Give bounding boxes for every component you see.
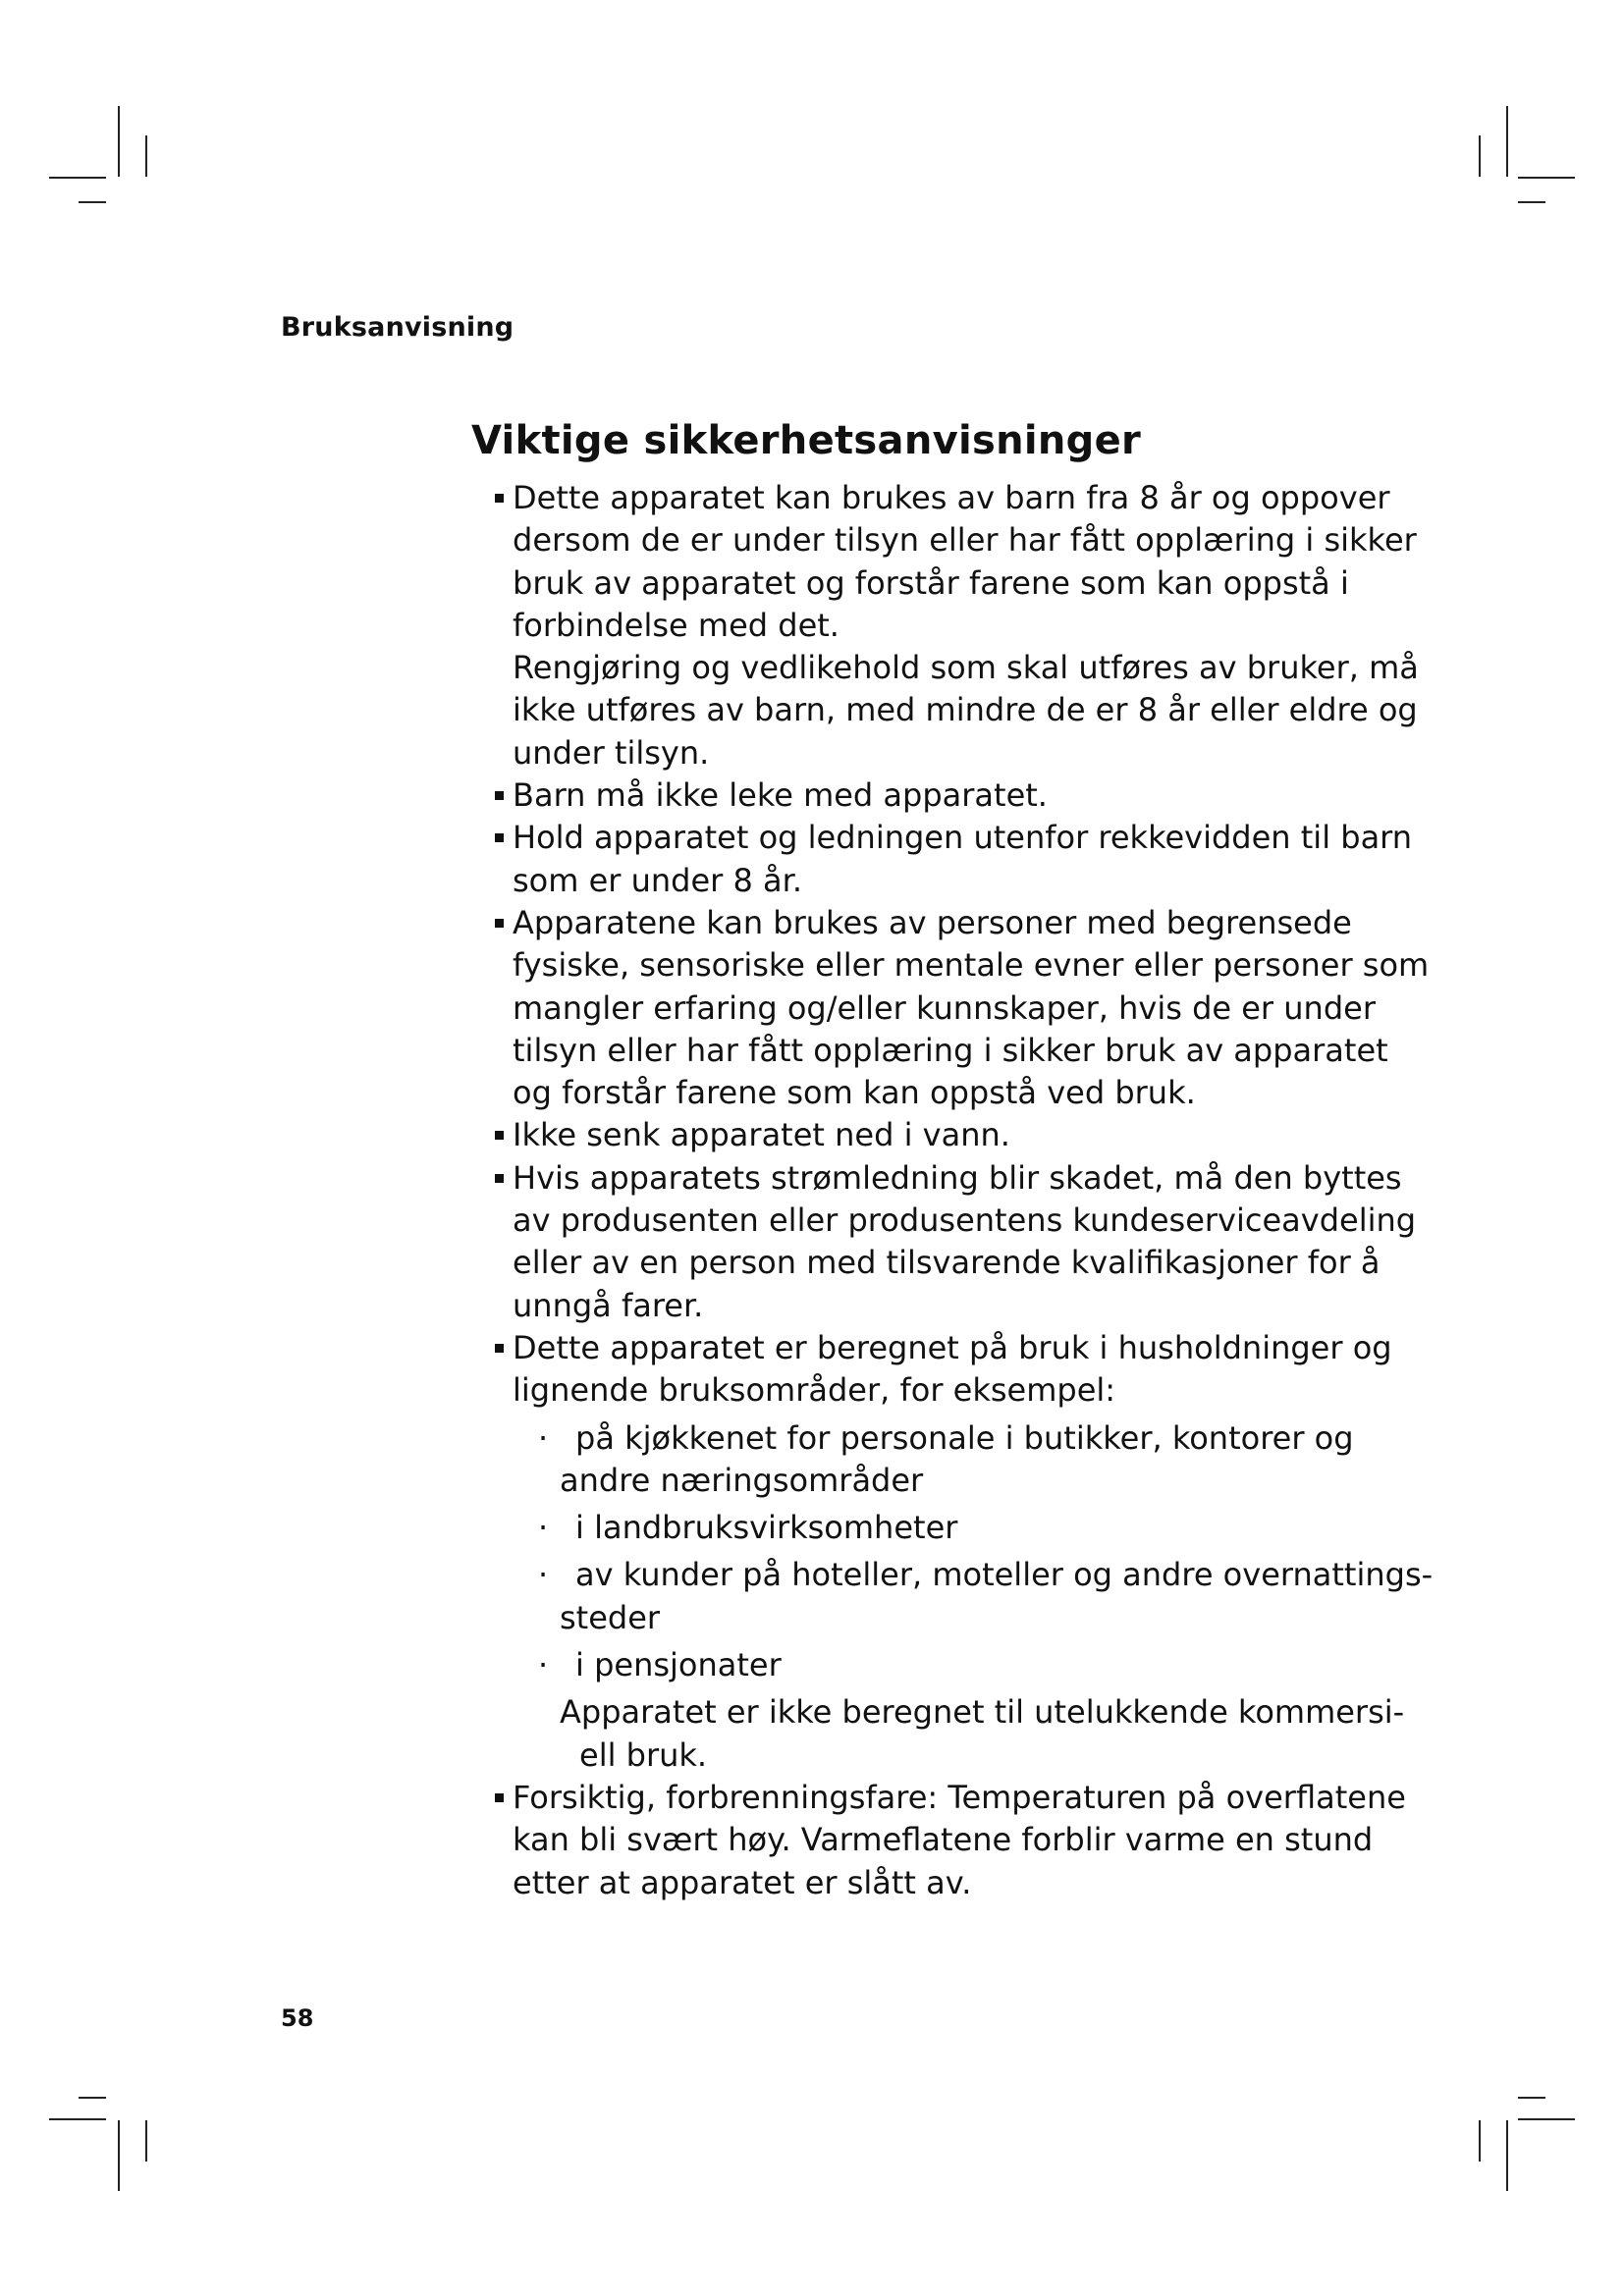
dot-bullet-icon: ·	[538, 1509, 549, 1547]
dot-bullet-icon: ·	[538, 1418, 549, 1457]
safety-instructions-list	[493, 477, 1435, 1904]
crop-mark-top-right-v2	[1479, 135, 1481, 177]
list-item: Apparatene kan brukes av personer med begrensede fysiske, sensoriske eller mentale evner eller personer som mangler erfaring og/eller kunnskaper, hvis de er under tilsyn eller har fått opplæring i sikker bruk av apparatet og forstår farene som kan oppstå ved bruk.	[493, 902, 1435, 1114]
sublist-item: · på kjøkkenet for personale i butikker, kontorer og	[493, 1417, 1435, 1460]
square-bullet-icon	[493, 1174, 509, 1183]
dot-bullet-icon: ·	[538, 1556, 549, 1594]
crop-mark-top-right-h	[1518, 177, 1575, 179]
page-number: 58	[281, 2004, 314, 2032]
crop-mark-top-right-h2	[1518, 201, 1545, 203]
crop-mark-top-right-v	[1506, 106, 1508, 177]
square-bullet-icon	[493, 494, 509, 503]
commercial-use-note: Apparatet er ikke beregnet til utelukkende kommersi- ell bruk.	[560, 1693, 1405, 1774]
crop-mark-bottom-right-v2	[1479, 2120, 1481, 2162]
list-item: Ikke senk apparatet ned i vann.	[493, 1114, 1435, 1156]
list-item: Barn må ikke leke med apparatet.	[493, 774, 1435, 817]
square-bullet-icon	[493, 833, 509, 842]
examples-sublist: · på kjøkkenet for personale i butikker, kontorer og andre næringsområder · i landbruksvirksomheter · av kunder på hoteller, moteller og andre overnattings- steder · i pensjonater Apparatet er ikke beregnet til utelukkende kommersi- ell bruk.	[493, 1417, 1435, 1777]
square-bullet-icon	[493, 919, 509, 928]
list-item: Dette apparatet er beregnet på bruk i husholdninger og lignende bruksområder, for eksempel:	[493, 1327, 1435, 1413]
crop-mark-top-left-h	[49, 177, 106, 179]
square-bullet-icon	[493, 1793, 509, 1802]
crop-mark-top-left-v2	[145, 135, 147, 177]
crop-mark-top-left-v	[118, 106, 120, 177]
crop-mark-bottom-left-v2	[145, 2120, 147, 2162]
list-item: Dette apparatet kan brukes av barn fra 8 år og oppover dersom de er under tilsyn eller har fått opplæring i sikker bruk av apparatet og forstår farene som kan oppstå i forbindelse med det. Rengjøring og vedlikehold som skal utføres av bruker, må ikke utføres av barn, med mindre de er 8 år eller eldre og under tilsyn.	[493, 477, 1435, 774]
crop-mark-bottom-left-h	[49, 2118, 106, 2120]
list-item: Hvis apparatets strømledning blir skadet, må den byttes av produsenten eller produsentens kundeserviceavdeling eller av en person med tilsvarende kvalifikasjoner for å unngå farer.	[493, 1157, 1435, 1327]
list-item: Forsiktig, forbrenningsfare: Temperaturen på overflatene kan bli svært høy. Varmeflatene forblir varme en stund etter at apparatet er slått av.	[493, 1777, 1435, 1904]
sublist-item: · av kunder på hoteller, moteller og andre overnattings-	[493, 1554, 1435, 1596]
page-title: Viktige sikkerhetsanvisninger	[471, 418, 1142, 463]
crop-mark-bottom-right-h	[1518, 2118, 1575, 2120]
square-bullet-icon	[493, 1131, 509, 1140]
sublist-item: · i pensjonater	[493, 1644, 1435, 1686]
sublist-item: · i landbruksvirksomheter	[493, 1507, 1435, 1549]
square-bullet-icon	[493, 791, 509, 800]
dot-bullet-icon: ·	[538, 1646, 549, 1684]
crop-mark-bottom-left-v	[118, 2120, 120, 2191]
crop-mark-bottom-right-v	[1506, 2120, 1508, 2191]
crop-mark-bottom-left-h2	[79, 2097, 106, 2099]
square-bullet-icon	[493, 1344, 509, 1353]
crop-mark-top-left-h2	[79, 201, 106, 203]
crop-mark-bottom-right-h2	[1518, 2097, 1545, 2099]
running-header: Bruksanvisning	[281, 312, 514, 343]
list-item: Hold apparatet og ledningen utenfor rekkevidden til barn som er under 8 år.	[493, 817, 1435, 902]
